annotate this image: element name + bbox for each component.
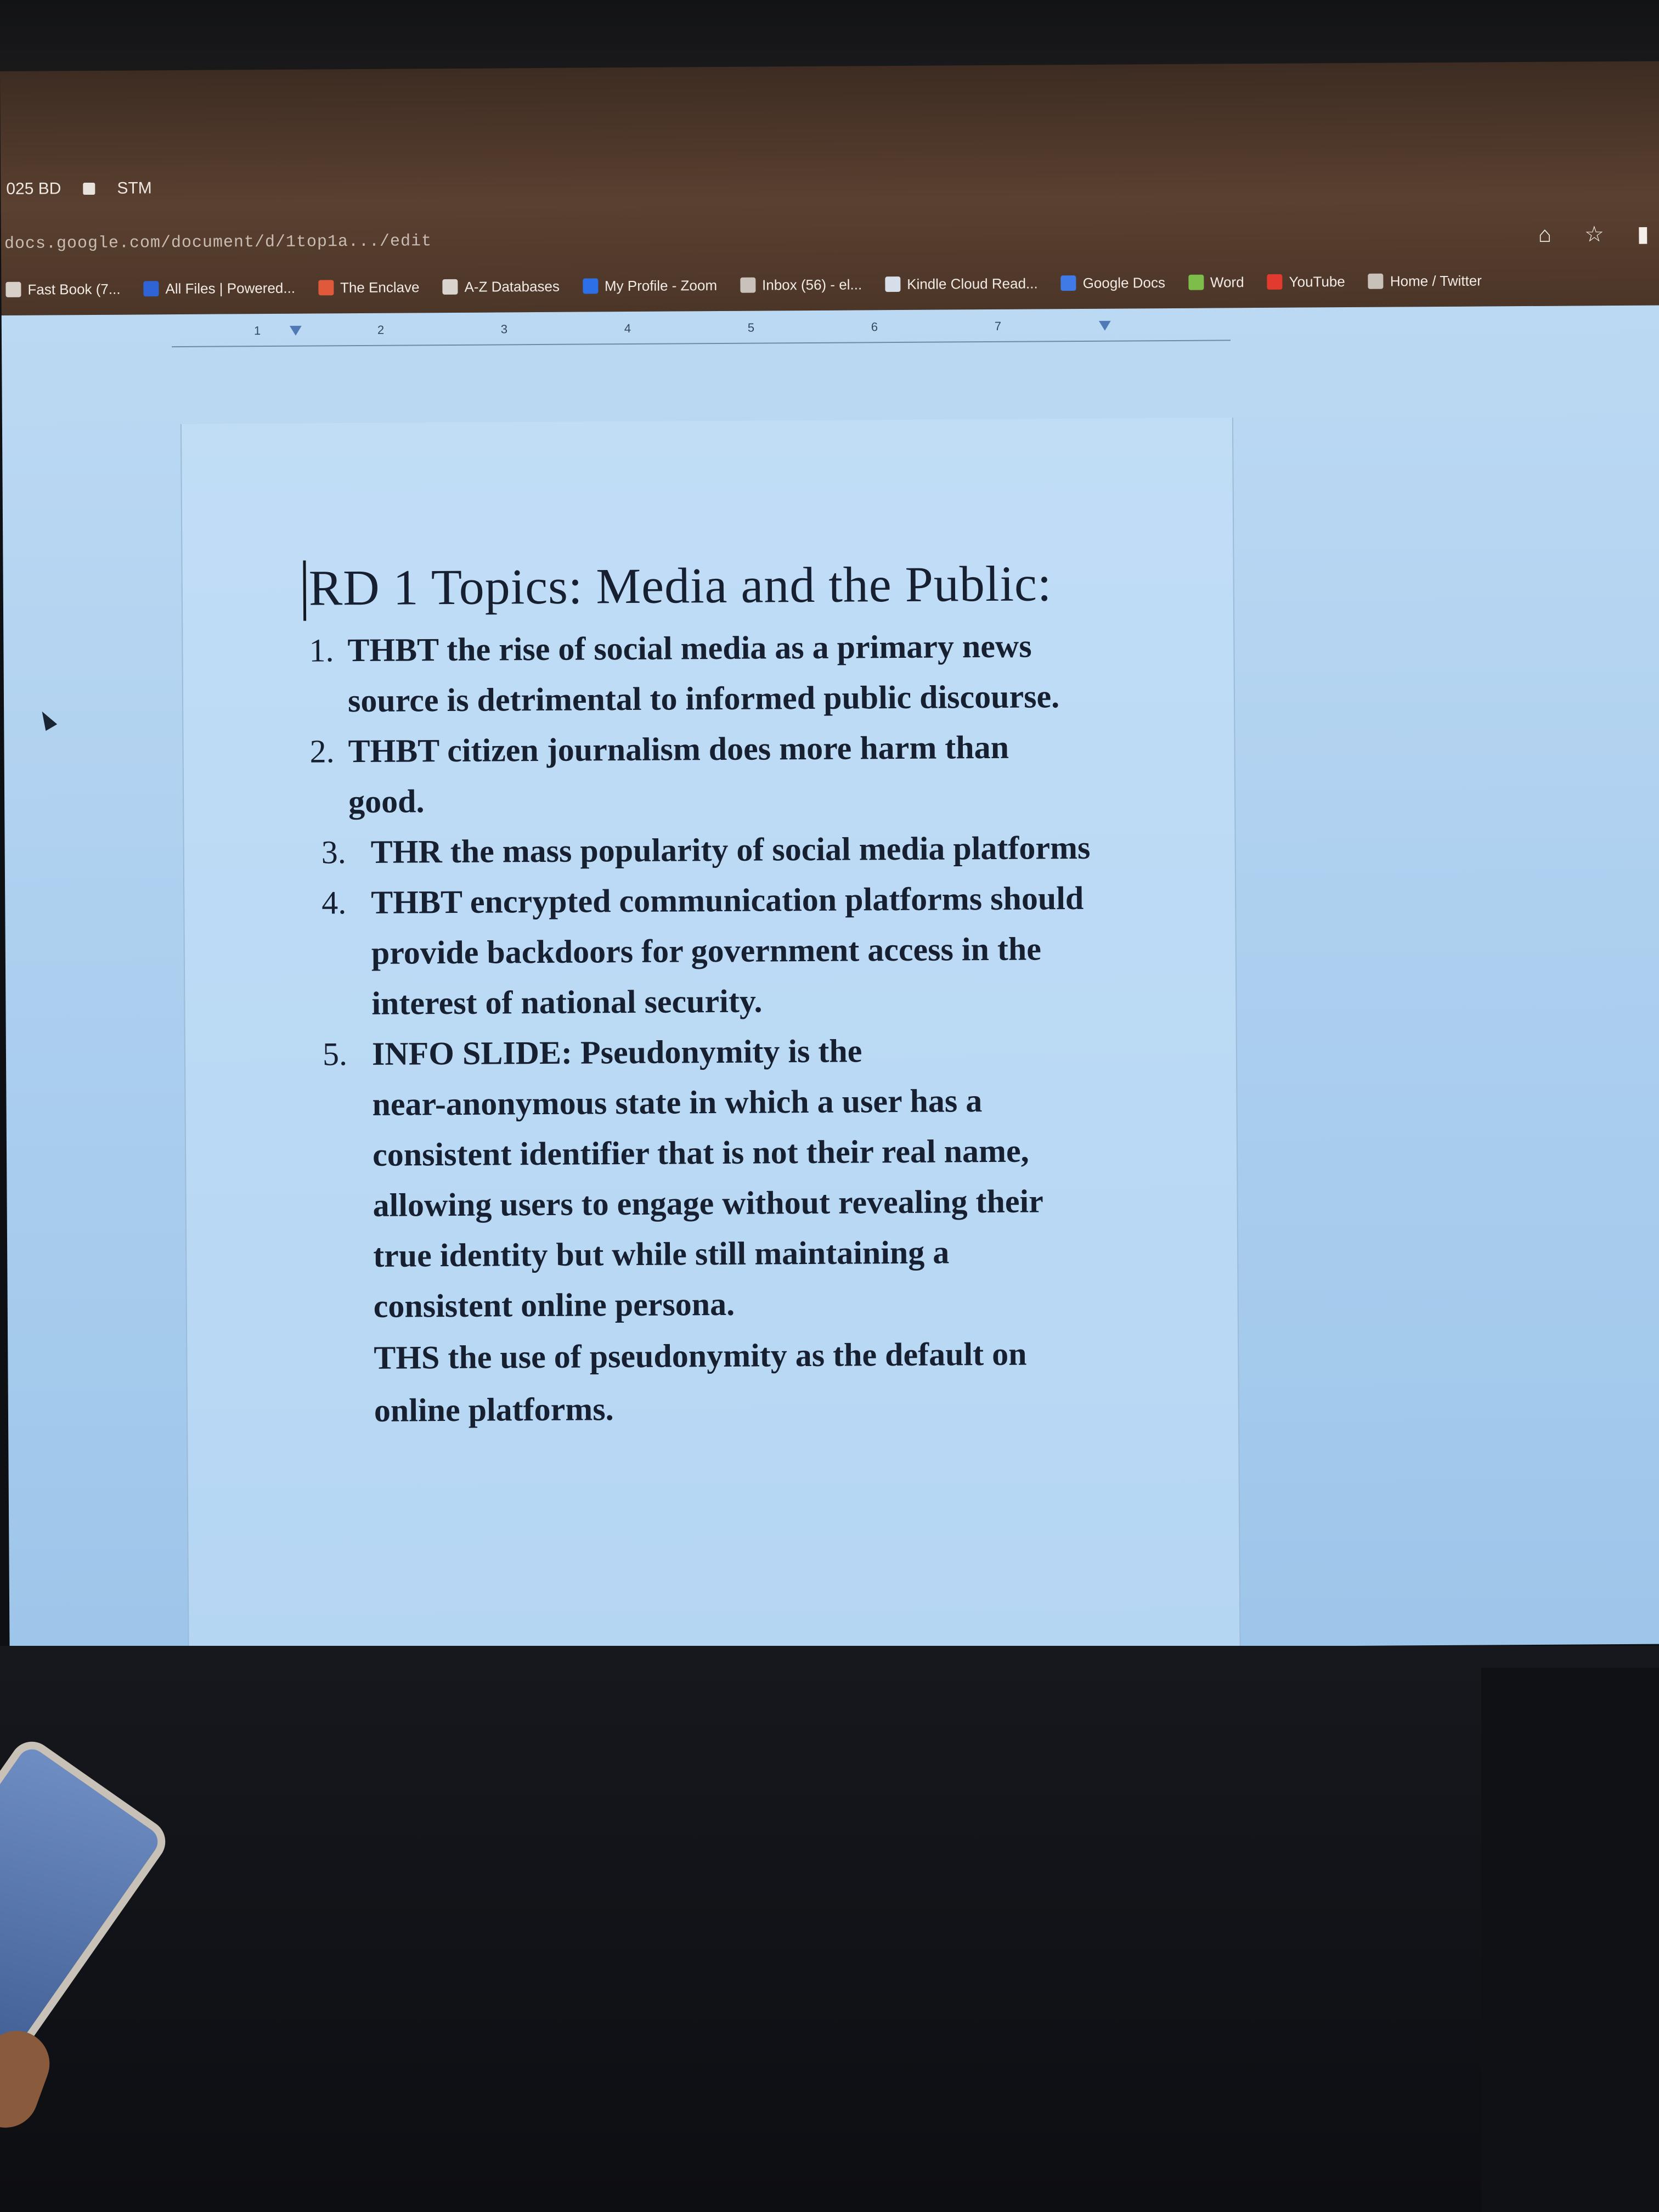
document-page[interactable] [180,417,1241,1653]
bookmark-favicon-icon [318,280,334,295]
ruler-tick-label: 6 [871,320,878,334]
address-bar-row [1,218,1659,261]
topic-number: 4. [321,884,347,921]
bookmark-item[interactable] [1267,273,1345,291]
bookmark-item[interactable] [1368,272,1482,290]
topic-number: 2. [309,733,335,770]
topic-item[interactable] [311,872,1140,1029]
browser-chrome [0,61,1659,315]
document-title[interactable]: RD 1 Topics: Media and the Public: [308,555,1052,616]
ruler-tick-label: 2 [377,323,385,337]
bookmark-label: Home / Twitter [1390,272,1482,290]
text-caret [303,561,306,621]
tab-strip [1,169,664,206]
topic-line: consistent online persona. [373,1285,735,1324]
topic-item[interactable] [309,620,1116,726]
bookmark-item[interactable] [740,276,862,294]
bookmark-favicon-icon [442,279,458,295]
mouse-pointer-icon [36,708,57,731]
bookmark-favicon-icon [5,282,21,297]
bookmark-item[interactable] [1061,274,1165,292]
indent-marker[interactable] [290,326,302,336]
topic-line: provide backdoors for government access in the [371,930,1042,971]
home-icon[interactable]: ⌂ [1538,222,1552,247]
topic-number: 1. [309,632,334,669]
room-background-bottom [0,1646,1659,2212]
bookmark-item[interactable] [885,275,1038,293]
topic-item[interactable] [312,1024,1142,1331]
bookmark-favicon-icon [583,278,598,294]
bookmark-label: All Files | Powered... [165,279,296,297]
bookmark-item[interactable] [143,279,295,297]
topic-line: good. [348,783,425,820]
topic-line: INFO SLIDE: Pseudonymity is the [371,1032,862,1072]
bookmark-label: YouTube [1289,273,1345,290]
bookmark-favicon-icon [885,276,900,292]
bookmark-label: Google Docs [1082,274,1166,291]
tab-1[interactable]: 025 BD [6,179,61,198]
bookmark-favicon-icon [1188,275,1204,290]
topic-line: THBT encrypted communication platforms should [371,879,1084,921]
bookmark-label: My Profile - Zoom [604,276,718,294]
topic-line: interest of national security. [371,983,763,1022]
ruler[interactable] [172,312,1231,347]
topic-line: allowing users to engage without revealing their [373,1183,1043,1223]
ruler-tick-label: 4 [624,321,631,336]
address-bar[interactable]: docs.google.com/document/d/1top1a.../edit [4,232,432,253]
topic-line: consistent identifier that is not their real name, [372,1132,1029,1173]
document-workspace [2,306,1659,1654]
topic-line: THR the mass popularity of social media platforms [370,829,1091,870]
bookmark-item[interactable] [5,280,120,298]
bookmark-label: A-Z Databases [464,278,560,295]
ruler-tick-label: 7 [994,319,1002,333]
topic-number: 3. [321,834,346,871]
bookmark-item[interactable] [583,277,717,295]
tab-spacer [174,187,371,188]
ruler-tick-label: 1 [253,324,261,338]
bookmark-label: The Enclave [340,278,420,296]
bookmarks-bar [1,264,1659,305]
bookmark-label: Kindle Cloud Read... [907,274,1038,292]
bookmark-item[interactable] [442,278,560,295]
topic-item[interactable] [310,822,1139,877]
topic-line: near-anonymous state in which a user has a [372,1082,983,1122]
bookmark-favicon-icon [1267,274,1283,290]
document-body[interactable] [308,550,1192,1437]
bookmark-favicon-icon [1368,274,1384,289]
topic-line: THBT the rise of social media as a primary news [347,628,1032,669]
bookmark-label: Word [1210,273,1244,291]
bookmark-label: Fast Book (7... [27,280,121,298]
bookmark-favicon-icon [1061,275,1076,291]
motion-line: THS the use of pseudonymity as the default on [374,1335,1027,1376]
ruler-tick-label: 5 [747,320,755,335]
topic-line: THBT citizen journalism does more harm than [348,729,1009,770]
motion-text[interactable] [313,1327,1060,1437]
topic-number: 5. [322,1036,348,1073]
ruler-tick-label: 3 [500,322,508,336]
motion-line: online platforms. [374,1391,614,1429]
star-icon[interactable]: ☆ [1584,222,1604,247]
bookmark-item[interactable] [318,279,420,296]
bookmark-item[interactable] [1188,274,1244,291]
topic-list [309,620,1191,1332]
toolbar-actions [1538,218,1649,251]
tab-stop-marker[interactable] [1099,321,1111,331]
bookmark-label: Inbox (56) - el... [761,275,862,294]
topic-item[interactable] [309,721,1116,827]
monitor-screen [0,61,1659,1662]
topic-line: source is detrimental to informed public discourse. [347,678,1060,719]
profile-icon[interactable]: ▮ [1637,222,1650,246]
tab-icon [83,183,95,195]
bookmark-favicon-icon [740,278,755,293]
desk-shadow [1481,1668,1659,2212]
topic-line: true identity but while still maintaining a [373,1234,950,1274]
tab-2[interactable]: STM [117,179,152,198]
bookmark-favicon-icon [143,281,159,296]
